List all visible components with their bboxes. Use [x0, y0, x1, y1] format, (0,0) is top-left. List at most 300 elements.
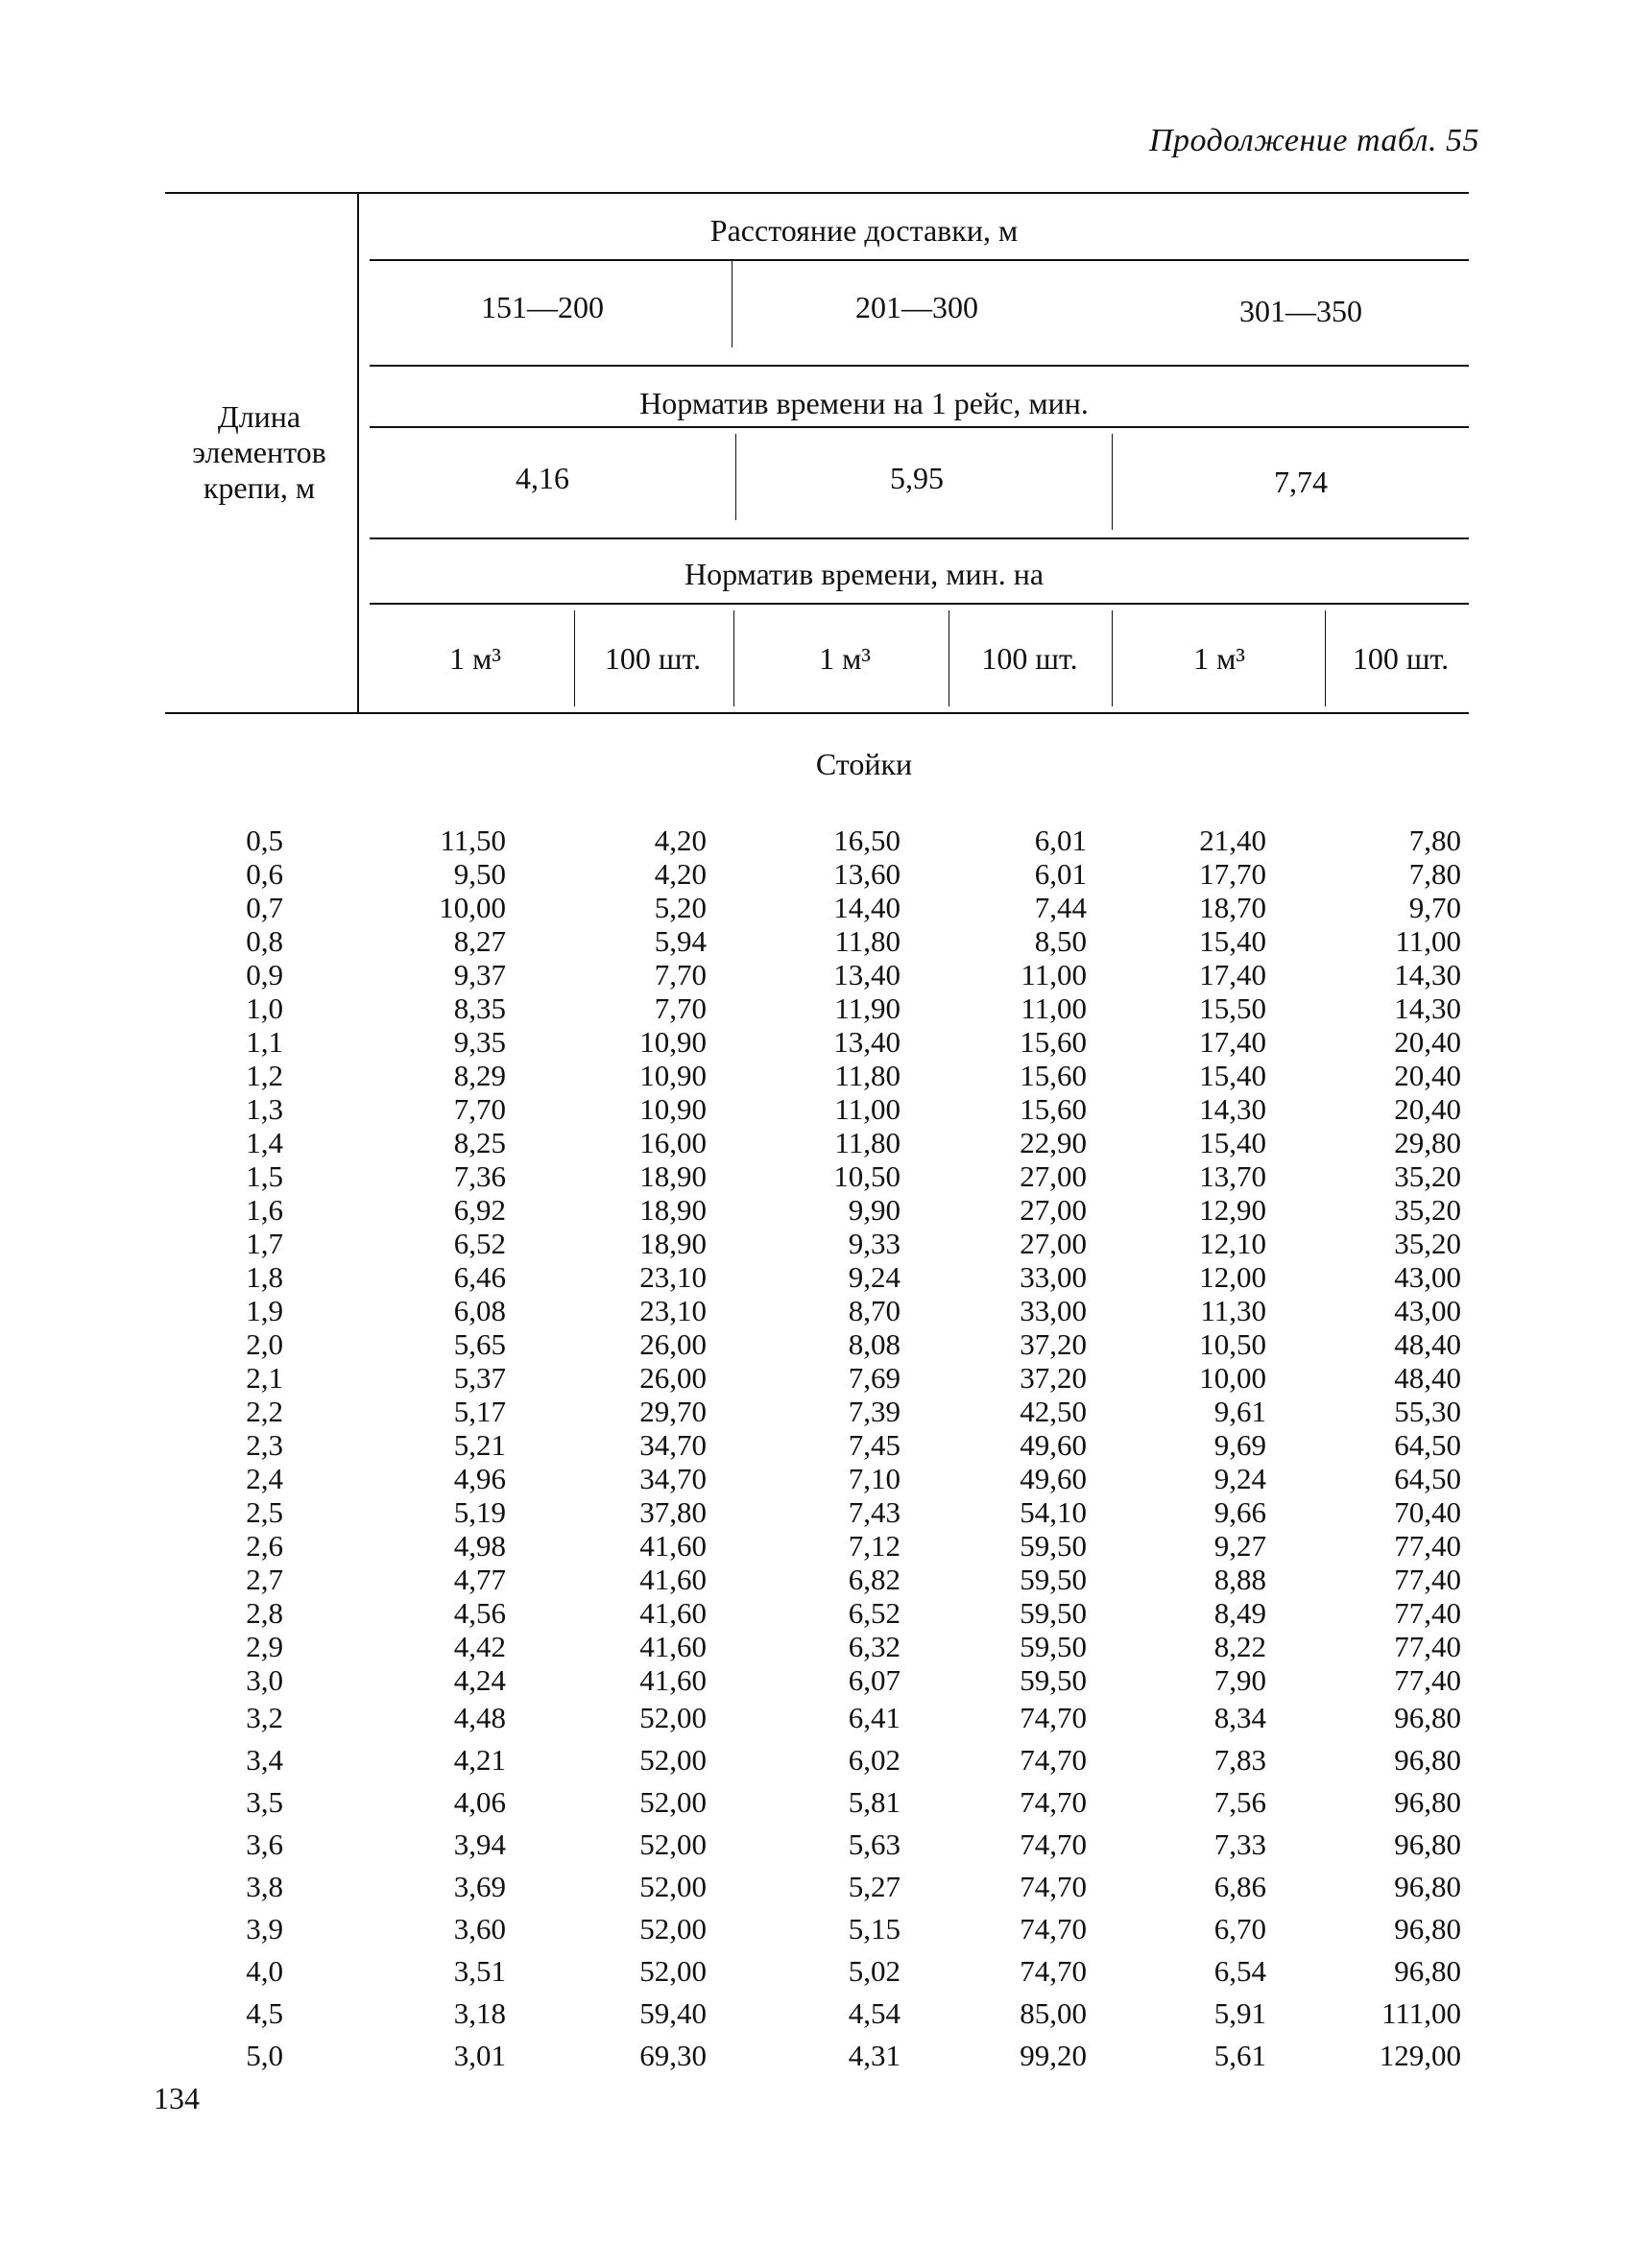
cell-d3-100: 77,40	[1394, 1663, 1461, 1697]
cell-d2-100: 74,70	[1020, 1912, 1087, 1946]
cell-length: 2,5	[246, 1495, 283, 1529]
cell-d3-100: 35,20	[1394, 1227, 1461, 1260]
table-row	[0, 1563, 1633, 1596]
cell-d3-m3: 9,66	[1213, 1495, 1266, 1529]
table-row	[0, 1697, 1633, 1739]
trip-divider-2	[1112, 434, 1113, 530]
cell-d2-100: 59,50	[1020, 1630, 1087, 1663]
cell-d1-100: 4,20	[654, 857, 707, 891]
cell-d1-m3: 3,69	[453, 1870, 506, 1903]
length-label-line-3: крепи, м	[203, 470, 316, 505]
cell-length: 2,7	[246, 1563, 283, 1596]
cell-d1-100: 10,90	[639, 1092, 707, 1126]
cell-length: 3,8	[246, 1870, 283, 1903]
cell-d2-m3: 6,07	[848, 1663, 901, 1697]
cell-d2-100: 33,00	[1020, 1260, 1087, 1294]
cell-d1-m3: 8,27	[453, 924, 506, 958]
cell-d3-m3: 9,61	[1213, 1395, 1266, 1428]
cell-d2-100: 8,50	[1034, 924, 1087, 958]
cell-length: 3,9	[246, 1912, 283, 1946]
cell-d3-m3: 10,00	[1199, 1361, 1266, 1395]
cell-d1-100: 52,00	[639, 1701, 707, 1734]
cell-d2-m3: 5,63	[848, 1827, 901, 1861]
cell-d1-100: 7,70	[654, 991, 707, 1025]
cell-d3-100: 43,00	[1394, 1260, 1461, 1294]
cell-d3-m3: 12,00	[1199, 1260, 1266, 1294]
cell-d2-m3: 7,69	[848, 1361, 901, 1395]
cell-d3-m3: 6,70	[1213, 1912, 1266, 1946]
table-top-rule	[165, 192, 1469, 194]
cell-d2-100: 74,70	[1020, 1785, 1087, 1819]
table-row	[0, 824, 1633, 857]
table-row	[0, 1126, 1633, 1159]
table-row	[0, 1781, 1633, 1824]
rule-under-trip-norms	[370, 537, 1469, 539]
cell-d1-100: 41,60	[639, 1563, 707, 1596]
table-caption: Продолжение табл. 55	[1148, 123, 1479, 158]
cell-d1-100: 34,70	[639, 1462, 707, 1495]
cell-d1-m3: 7,70	[453, 1092, 506, 1126]
cell-d2-m3: 14,40	[833, 891, 901, 924]
cell-d2-m3: 11,80	[834, 1059, 901, 1092]
table-row	[0, 1193, 1633, 1227]
cell-d1-m3: 9,50	[453, 857, 506, 891]
cell-length: 2,6	[246, 1529, 283, 1563]
cell-d3-m3: 12,10	[1199, 1227, 1266, 1260]
table-row	[0, 924, 1633, 958]
cell-d3-100: 129,00	[1379, 2039, 1461, 2072]
cell-d2-m3: 5,27	[848, 1870, 901, 1903]
cell-d1-100: 52,00	[639, 1785, 707, 1819]
cell-d1-100: 5,94	[654, 924, 707, 958]
cell-length: 4,5	[246, 1996, 283, 2030]
unit-divider-2	[733, 610, 734, 706]
cell-d2-100: 85,00	[1020, 1996, 1087, 2030]
cell-length: 0,8	[246, 924, 283, 958]
cell-d1-100: 41,60	[639, 1663, 707, 1697]
cell-d3-m3: 8,88	[1213, 1563, 1266, 1596]
cell-d1-100: 59,40	[639, 1996, 707, 2030]
trip-norm-301-350: 7,74	[1274, 465, 1328, 499]
cell-length: 2,3	[246, 1428, 283, 1462]
cell-d1-100: 7,70	[654, 958, 707, 991]
unit-100pcs-c: 100 шт.	[1352, 641, 1450, 676]
cell-d1-100: 18,90	[639, 1159, 707, 1193]
length-column-divider	[357, 194, 359, 712]
cell-d3-100: 77,40	[1394, 1563, 1461, 1596]
cell-d2-m3: 6,32	[848, 1630, 901, 1663]
cell-d2-100: 74,70	[1020, 1870, 1087, 1903]
cell-d2-m3: 13,40	[833, 1025, 901, 1059]
table-row	[0, 1739, 1633, 1781]
cell-d2-100: 59,50	[1020, 1529, 1087, 1563]
table-row	[0, 1495, 1633, 1529]
cell-d2-100: 59,50	[1020, 1563, 1087, 1596]
cell-d3-100: 48,40	[1394, 1327, 1461, 1361]
table-row	[0, 2035, 1633, 2077]
cell-d3-100: 77,40	[1394, 1630, 1461, 1663]
cell-d1-m3: 6,08	[453, 1294, 506, 1327]
cell-d1-100: 5,20	[654, 891, 707, 924]
cell-d2-100: 11,00	[1021, 991, 1087, 1025]
table-row	[0, 958, 1633, 991]
cell-length: 2,2	[246, 1395, 283, 1428]
cell-d1-m3: 4,42	[453, 1630, 506, 1663]
table-row	[0, 1824, 1633, 1866]
cell-d3-100: 14,30	[1394, 991, 1461, 1025]
cell-d2-m3: 5,81	[848, 1785, 901, 1819]
cell-d2-100: 37,20	[1020, 1327, 1087, 1361]
rule-under-trip-norm-title	[370, 426, 1469, 428]
distance-201-300: 201—300	[855, 290, 978, 324]
unit-100pcs-a: 100 шт.	[604, 641, 702, 676]
cell-d1-100: 16,00	[639, 1126, 707, 1159]
cell-d2-100: 74,70	[1020, 1827, 1087, 1861]
cell-length: 1,8	[246, 1260, 283, 1294]
cell-length: 1,5	[246, 1159, 283, 1193]
cell-d2-100: 59,50	[1020, 1596, 1087, 1630]
cell-length: 1,6	[246, 1193, 283, 1227]
table-row	[0, 1428, 1633, 1462]
cell-d3-100: 7,80	[1408, 857, 1461, 891]
cell-d1-m3: 6,92	[453, 1193, 506, 1227]
cell-d3-m3: 11,30	[1200, 1294, 1266, 1327]
table-row	[0, 1092, 1633, 1126]
cell-d3-100: 20,40	[1394, 1025, 1461, 1059]
unit-1m3-b: 1 м³	[819, 641, 871, 676]
cell-d3-m3: 8,22	[1213, 1630, 1266, 1663]
cell-d1-100: 41,60	[639, 1529, 707, 1563]
cell-d1-m3: 7,36	[453, 1159, 506, 1193]
cell-length: 1,9	[246, 1294, 283, 1327]
cell-d2-m3: 9,24	[848, 1260, 901, 1294]
cell-d3-100: 96,80	[1394, 1870, 1461, 1903]
cell-d3-m3: 21,40	[1199, 824, 1266, 857]
cell-d2-m3: 9,90	[848, 1193, 901, 1227]
cell-d3-100: 48,40	[1394, 1361, 1461, 1395]
cell-d1-100: 41,60	[639, 1596, 707, 1630]
cell-d3-100: 77,40	[1394, 1596, 1461, 1630]
cell-length: 3,0	[246, 1663, 283, 1697]
cell-d1-m3: 6,52	[453, 1227, 506, 1260]
cell-d2-m3: 11,80	[834, 924, 901, 958]
cell-d1-m3: 6,46	[453, 1260, 506, 1294]
cell-d1-m3: 3,18	[453, 1996, 506, 2030]
cell-d1-m3: 4,77	[453, 1563, 506, 1596]
cell-d3-m3: 15,50	[1199, 991, 1266, 1025]
distance-title: Расстояние доставки, м	[709, 213, 1019, 248]
table-row	[0, 1866, 1633, 1908]
cell-d2-100: 6,01	[1034, 857, 1087, 891]
cell-d3-m3: 15,40	[1199, 924, 1266, 958]
cell-d2-m3: 5,15	[848, 1912, 901, 1946]
cell-d3-m3: 17,40	[1199, 958, 1266, 991]
cell-d1-m3: 4,21	[453, 1743, 506, 1777]
cell-d2-m3: 7,10	[848, 1462, 901, 1495]
trip-divider-1	[735, 434, 736, 520]
table-row	[0, 1059, 1633, 1092]
cell-d1-100: 52,00	[639, 1827, 707, 1861]
cell-d3-m3: 14,30	[1199, 1092, 1266, 1126]
unit-1m3-c: 1 м³	[1193, 641, 1245, 676]
norm-title: Норматив времени, мин. на	[684, 557, 1045, 591]
table-row	[0, 1462, 1633, 1495]
cell-d3-100: 64,50	[1394, 1462, 1461, 1495]
cell-d1-100: 23,10	[639, 1294, 707, 1327]
cell-length: 2,8	[246, 1596, 283, 1630]
cell-d1-m3: 3,60	[453, 1912, 506, 1946]
cell-d2-100: 27,00	[1020, 1159, 1087, 1193]
cell-d2-100: 42,50	[1020, 1395, 1087, 1428]
cell-d1-m3: 11,50	[440, 824, 506, 857]
cell-d1-m3: 5,21	[453, 1428, 506, 1462]
cell-d3-m3: 6,54	[1213, 1954, 1266, 1988]
table-row	[0, 891, 1633, 924]
cell-d2-m3: 6,02	[848, 1743, 901, 1777]
cell-d1-100: 37,80	[639, 1495, 707, 1529]
cell-d3-100: 55,30	[1394, 1395, 1461, 1428]
table-row	[0, 1596, 1633, 1630]
table-row	[0, 1025, 1633, 1059]
cell-d3-100: 20,40	[1394, 1059, 1461, 1092]
cell-d1-100: 29,70	[639, 1395, 707, 1428]
cell-d1-100: 26,00	[639, 1327, 707, 1361]
cell-d2-100: 33,00	[1020, 1294, 1087, 1327]
cell-d2-100: 54,10	[1020, 1495, 1087, 1529]
cell-d3-m3: 13,70	[1199, 1159, 1266, 1193]
cell-d3-100: 96,80	[1394, 1785, 1461, 1819]
cell-d2-m3: 4,31	[848, 2039, 901, 2072]
length-label-line-2: элементов	[192, 435, 326, 469]
cell-d2-m3: 5,02	[848, 1954, 901, 1988]
cell-d2-100: 37,20	[1020, 1361, 1087, 1395]
cell-d3-m3: 15,40	[1199, 1126, 1266, 1159]
cell-d3-100: 35,20	[1394, 1193, 1461, 1227]
table-row	[0, 1950, 1633, 1993]
cell-d2-100: 15,60	[1020, 1092, 1087, 1126]
table-row	[0, 1529, 1633, 1563]
cell-length: 3,5	[246, 1785, 283, 1819]
cell-d2-m3: 11,00	[834, 1092, 901, 1126]
cell-length: 2,9	[246, 1630, 283, 1663]
rule-under-distances	[370, 365, 1469, 367]
cell-d2-100: 49,60	[1020, 1428, 1087, 1462]
cell-d2-m3: 4,54	[848, 1996, 901, 2030]
cell-d1-100: 4,20	[654, 824, 707, 857]
unit-divider-5	[1325, 610, 1326, 706]
section-title: Стойки	[815, 747, 913, 781]
cell-d1-100: 18,90	[639, 1227, 707, 1260]
cell-d3-100: 96,80	[1394, 1912, 1461, 1946]
cell-d3-m3: 7,56	[1213, 1785, 1266, 1819]
cell-d2-m3: 7,39	[848, 1395, 901, 1428]
cell-length: 0,6	[246, 857, 283, 891]
cell-length: 1,2	[246, 1059, 283, 1092]
cell-d1-m3: 5,19	[453, 1495, 506, 1529]
cell-d1-m3: 8,25	[453, 1126, 506, 1159]
cell-d2-100: 74,70	[1020, 1743, 1087, 1777]
cell-d1-100: 52,00	[639, 1743, 707, 1777]
cell-d3-m3: 6,86	[1213, 1870, 1266, 1903]
cell-d1-m3: 8,29	[453, 1059, 506, 1092]
unit-1m3-a: 1 м³	[449, 641, 501, 676]
cell-length: 1,7	[246, 1227, 283, 1260]
cell-d3-m3: 7,33	[1213, 1827, 1266, 1861]
cell-d2-100: 99,20	[1020, 2039, 1087, 2072]
distance-301-350: 301—350	[1239, 294, 1362, 328]
cell-d3-m3: 7,90	[1213, 1663, 1266, 1697]
cell-d2-m3: 11,80	[834, 1126, 901, 1159]
cell-d3-100: 29,80	[1394, 1126, 1461, 1159]
rule-under-norm-title	[370, 603, 1469, 605]
cell-d1-100: 23,10	[639, 1260, 707, 1294]
cell-d2-100: 22,90	[1020, 1126, 1087, 1159]
cell-d2-m3: 9,33	[848, 1227, 901, 1260]
cell-d3-m3: 9,69	[1213, 1428, 1266, 1462]
rule-under-distance-title	[370, 259, 1469, 261]
cell-length: 1,3	[246, 1092, 283, 1126]
table-row	[0, 1630, 1633, 1663]
page-number: 134	[154, 2081, 200, 2115]
cell-d1-m3: 5,37	[453, 1361, 506, 1395]
cell-d3-m3: 18,70	[1199, 891, 1266, 924]
cell-d2-100: 59,50	[1020, 1663, 1087, 1697]
cell-length: 1,1	[246, 1025, 283, 1059]
trip-norm-201-300: 5,95	[890, 461, 944, 495]
cell-d1-100: 10,90	[639, 1025, 707, 1059]
cell-d1-m3: 3,94	[453, 1827, 506, 1861]
cell-d2-100: 15,60	[1020, 1025, 1087, 1059]
cell-length: 2,4	[246, 1462, 283, 1495]
cell-d1-100: 18,90	[639, 1193, 707, 1227]
cell-d2-m3: 8,70	[848, 1294, 901, 1327]
table-row	[0, 1159, 1633, 1193]
cell-d1-m3: 4,48	[453, 1701, 506, 1734]
cell-d2-100: 27,00	[1020, 1193, 1087, 1227]
cell-d2-100: 15,60	[1020, 1059, 1087, 1092]
cell-d1-m3: 10,00	[439, 891, 506, 924]
cell-length: 0,9	[246, 958, 283, 991]
cell-d2-m3: 6,52	[848, 1596, 901, 1630]
cell-d1-100: 41,60	[639, 1630, 707, 1663]
cell-d1-100: 34,70	[639, 1428, 707, 1462]
unit-100pcs-b: 100 шт.	[981, 641, 1078, 676]
cell-d3-100: 43,00	[1394, 1294, 1461, 1327]
cell-d1-100: 52,00	[639, 1912, 707, 1946]
cell-d3-m3: 12,90	[1199, 1193, 1266, 1227]
cell-d2-100: 74,70	[1020, 1701, 1087, 1734]
cell-d2-m3: 10,50	[833, 1159, 901, 1193]
cell-d1-m3: 4,06	[453, 1785, 506, 1819]
cell-d1-m3: 3,01	[453, 2039, 506, 2072]
cell-length: 0,5	[246, 824, 283, 857]
cell-d1-100: 69,30	[639, 2039, 707, 2072]
cell-d3-m3: 10,50	[1199, 1327, 1266, 1361]
cell-d1-100: 52,00	[639, 1954, 707, 1988]
table-row	[0, 1993, 1633, 2035]
table-row	[0, 1227, 1633, 1260]
table-row	[0, 1294, 1633, 1327]
cell-d2-m3: 6,82	[848, 1563, 901, 1596]
cell-d3-100: 9,70	[1408, 891, 1461, 924]
cell-d2-100: 74,70	[1020, 1954, 1087, 1988]
cell-d3-100: 96,80	[1394, 1701, 1461, 1734]
cell-d3-100: 96,80	[1394, 1827, 1461, 1861]
cell-d2-m3: 7,45	[848, 1428, 901, 1462]
cell-length: 1,0	[246, 991, 283, 1025]
cell-d3-100: 70,40	[1394, 1495, 1461, 1529]
cell-d3-100: 96,80	[1394, 1954, 1461, 1988]
trip-norm-title: Норматив времени на 1 рейс, мин.	[639, 386, 1089, 420]
cell-length: 5,0	[246, 2039, 283, 2072]
cell-d3-100: 35,20	[1394, 1159, 1461, 1193]
table-row	[0, 1395, 1633, 1428]
cell-d3-100: 11,00	[1395, 924, 1461, 958]
cell-d2-m3: 16,50	[833, 824, 901, 857]
cell-d3-100: 7,80	[1408, 824, 1461, 857]
table-row	[0, 857, 1633, 891]
cell-d1-100: 10,90	[639, 1059, 707, 1092]
trip-norm-151-200: 4,16	[516, 461, 569, 495]
cell-d2-m3: 13,60	[833, 857, 901, 891]
cell-d1-m3: 4,98	[453, 1529, 506, 1563]
cell-d2-m3: 8,08	[848, 1327, 901, 1361]
cell-d3-m3: 8,49	[1213, 1596, 1266, 1630]
cell-d1-m3: 4,56	[453, 1596, 506, 1630]
cell-d1-m3: 4,24	[453, 1663, 506, 1697]
cell-d2-m3: 13,40	[833, 958, 901, 991]
cell-d1-m3: 5,65	[453, 1327, 506, 1361]
unit-divider-4	[1112, 610, 1113, 706]
data-rows	[0, 824, 1633, 2077]
cell-length: 0,7	[246, 891, 283, 924]
cell-d2-m3: 7,12	[848, 1529, 901, 1563]
cell-d1-m3: 3,51	[453, 1954, 506, 1988]
table-row	[0, 1260, 1633, 1294]
table-row	[0, 1327, 1633, 1361]
cell-d3-100: 111,00	[1381, 1996, 1461, 2030]
cell-d3-m3: 5,91	[1213, 1996, 1266, 2030]
cell-d2-m3: 7,43	[848, 1495, 901, 1529]
cell-d2-100: 27,00	[1020, 1227, 1087, 1260]
cell-d3-100: 77,40	[1394, 1529, 1461, 1563]
cell-d3-100: 20,40	[1394, 1092, 1461, 1126]
cell-length: 2,0	[246, 1327, 283, 1361]
cell-d1-m3: 9,37	[453, 958, 506, 991]
table-header-bottom-rule	[165, 712, 1469, 714]
cell-d3-100: 14,30	[1394, 958, 1461, 991]
cell-d3-100: 96,80	[1394, 1743, 1461, 1777]
cell-d1-m3: 5,17	[453, 1395, 506, 1428]
cell-d3-m3: 17,40	[1199, 1025, 1266, 1059]
cell-d1-m3: 9,35	[453, 1025, 506, 1059]
distance-151-200: 151—200	[481, 290, 604, 324]
cell-d3-m3: 17,70	[1199, 857, 1266, 891]
cell-d2-m3: 11,90	[834, 991, 901, 1025]
cell-d3-m3: 15,40	[1199, 1059, 1266, 1092]
cell-d2-100: 11,00	[1021, 958, 1087, 991]
unit-divider-1	[574, 610, 575, 706]
cell-length: 3,6	[246, 1827, 283, 1861]
cell-d3-m3: 5,61	[1213, 2039, 1266, 2072]
cell-d3-m3: 9,27	[1213, 1529, 1266, 1563]
table-row	[0, 1361, 1633, 1395]
cell-d1-100: 26,00	[639, 1361, 707, 1395]
cell-length: 1,4	[246, 1126, 283, 1159]
length-column-header	[173, 399, 346, 506]
table-row	[0, 1908, 1633, 1950]
cell-d3-100: 64,50	[1394, 1428, 1461, 1462]
